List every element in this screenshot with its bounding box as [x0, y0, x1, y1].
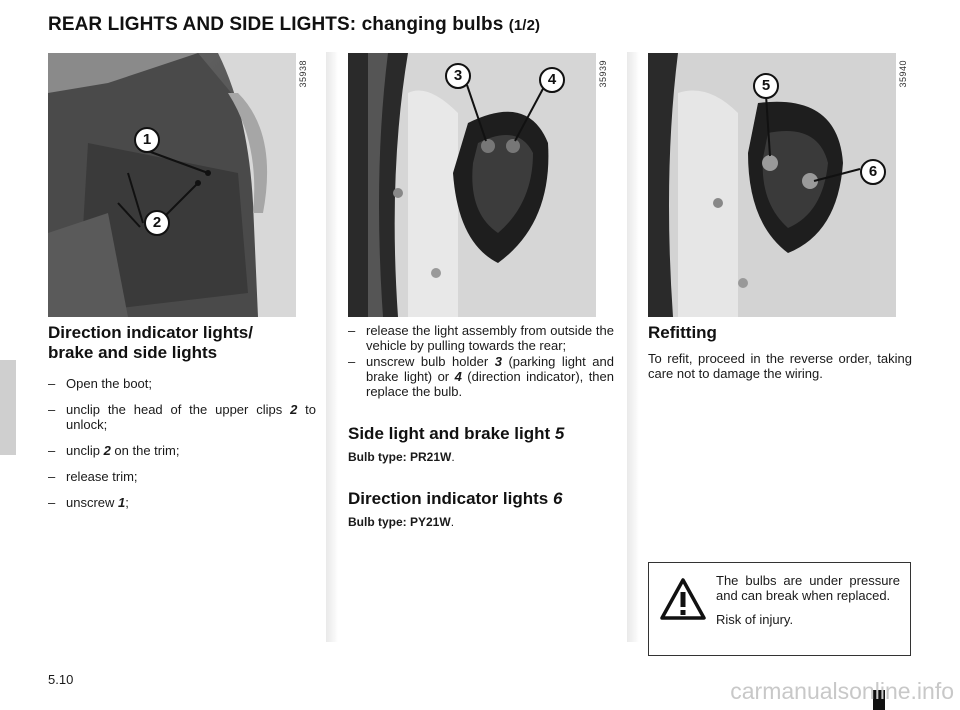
chapter-tab	[0, 360, 16, 455]
step-item: – release trim;	[48, 469, 138, 484]
step-item: – unscrew bulb holder 3 (parking light and brake light) or 4 (direction indicator), then replace the bulb.	[348, 354, 615, 399]
ref-number: 1	[118, 495, 126, 510]
section-heading: Refitting	[648, 323, 717, 342]
ref-number: 3	[494, 354, 502, 369]
marker-6: 6	[860, 159, 886, 185]
watermark: carmanualsonline.info	[730, 678, 954, 704]
ref-number: 4	[454, 369, 462, 384]
marker-1: 1	[134, 127, 160, 153]
page-title-suffix: (1/2)	[508, 17, 541, 34]
ref-number: 2	[103, 443, 111, 458]
page-title	[48, 14, 540, 36]
section-heading: Direction indicator lights 6	[348, 489, 563, 508]
photo-code: 35938	[298, 60, 308, 88]
marker-2: 2	[144, 210, 170, 236]
column-divider	[326, 52, 338, 642]
photo-light-assembly	[348, 53, 596, 317]
section-heading: Direction indicator lights/ brake and side lights	[48, 323, 253, 362]
bulb-type: Bulb type: PR21W.	[348, 450, 455, 464]
marker-4: 4	[539, 67, 565, 93]
photo-code: 35940	[898, 60, 908, 88]
ref-number: 2	[290, 402, 298, 417]
column-1	[48, 323, 316, 521]
column-3	[648, 323, 912, 381]
step-item: – release the light assembly from outside the vehicle by pulling towards the rear;	[348, 323, 614, 353]
refitting-text: To refit, proceed in the reverse order, taking care not to damage the wiring.	[648, 351, 912, 381]
warning-box	[648, 562, 911, 656]
warning-text: The bulbs are under pressure and can break when replaced. Risk of injury.	[716, 573, 900, 627]
marker-5: 5	[753, 73, 779, 99]
step-item: – Open the boot;	[48, 376, 153, 391]
bulb-type: Bulb type: PY21W.	[348, 515, 455, 529]
section-heading: Side light and brake light 5	[348, 424, 565, 443]
page-title-text: REAR LIGHTS AND SIDE LIGHTS: changing bulbs	[48, 14, 504, 35]
column-2	[348, 323, 614, 530]
step-item: – unclip the head of the upper clips 2 to unlock;	[48, 402, 316, 432]
step-item: – unclip 2 on the trim;	[48, 443, 180, 458]
page-number: 5.10	[48, 672, 74, 687]
step-item: – unscrew 1;	[48, 495, 129, 510]
warning-triangle-icon	[659, 577, 707, 626]
photo-boot-interior	[48, 53, 296, 317]
column-divider	[627, 52, 639, 642]
photo-code: 35939	[598, 60, 608, 88]
marker-3: 3	[445, 63, 471, 89]
